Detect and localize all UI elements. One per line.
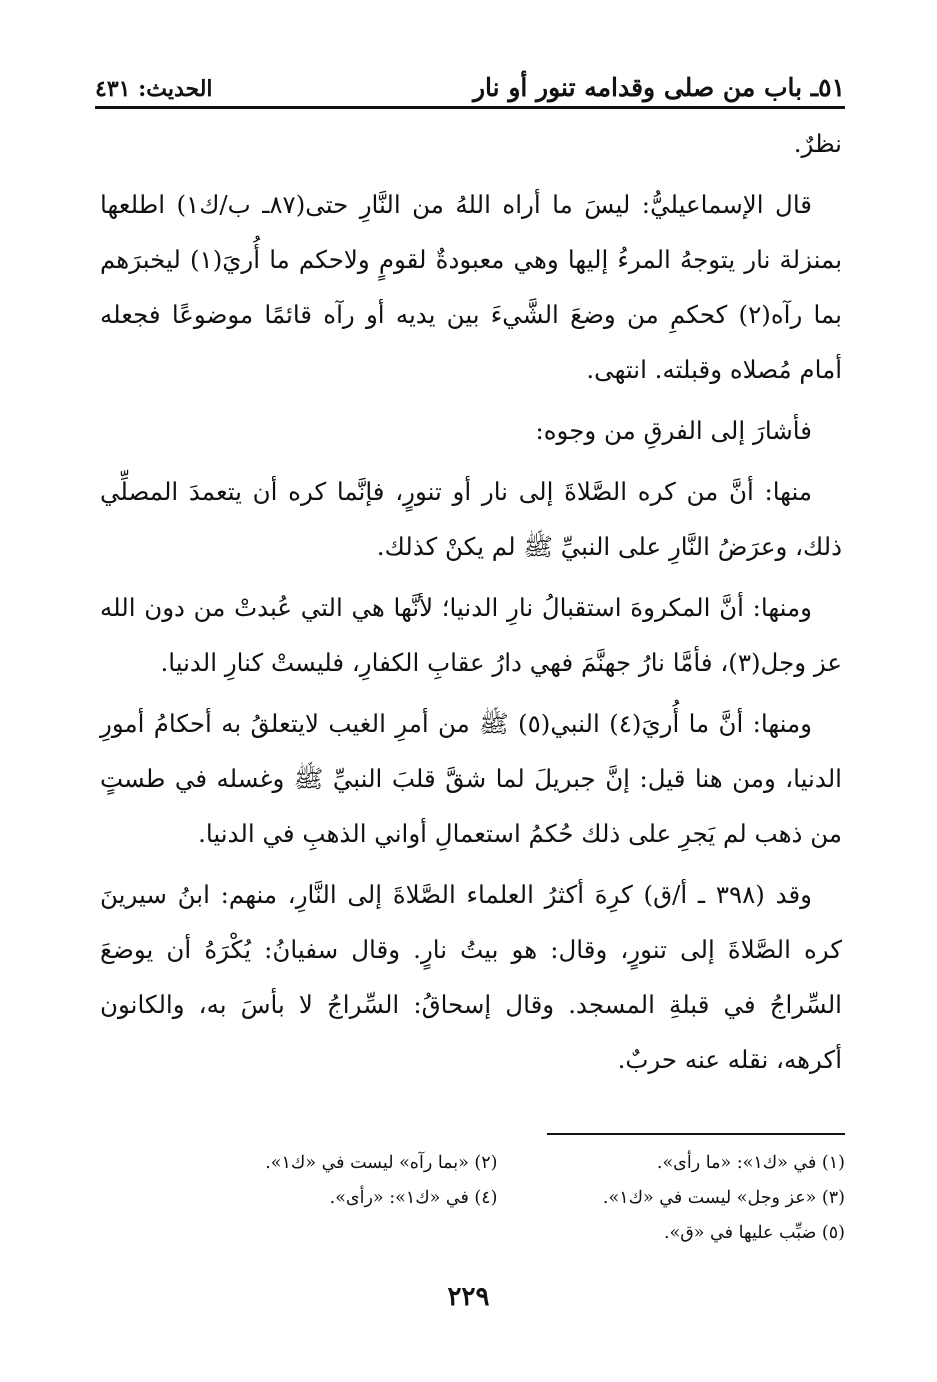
footnote-5: (٥) ضبِّب عليها في «ق». [663, 1223, 845, 1243]
page-number: ٢٢٩ [447, 1282, 490, 1312]
footnote-divider [547, 1133, 845, 1135]
footnote-1: (١) في «ك١»: «ما رأى». [656, 1153, 845, 1173]
footnote-row [150, 1146, 845, 1181]
footnotes [150, 1146, 845, 1251]
paragraph-6: ومنها: أنَّ ما أُريَ(٤) النبي(٥) ﷺ من أمرِ الغيب لايتعلقُ به أحكامُ أمورِ الدنيا، ومن هنا قيل: إنَّ جبريلَ لما شقَّ قلبَ النبيِّ ﷺ وغسله في طستٍ من ذهب لم يَجرِ على ذلك حُكمُ استعمالِ أواني الذهبِ في الدنيا. [100, 709, 842, 848]
header-divider [95, 106, 845, 109]
footnote-row [150, 1216, 845, 1251]
chapter-title: ٥١ـ باب من صلى وقدامه تنور أو نار [472, 73, 845, 102]
paragraph-1: نظرٌ. [793, 129, 842, 158]
hadith-number-label: الحديث: ٤٣١ [95, 76, 213, 102]
paragraph-3: فأشارَ إلى الفرقِ من وجوه: [535, 416, 812, 445]
paragraph-2: قال الإسماعيليُّ: ليسَ ما أراه اللهُ من النَّارِ حتى(٨٧ـ ب/ك١) اطلعها بمنزلة نار يتوجهُ المرءُ إليها وهي معبودةٌ لقومٍ ولاحكم ما أُريَ(١) ليخبرَهم بما رآه(٢) كحكمِ من وضعَ الشَّيءَ بين يديه أو رآه قائمًا موضوعًا فجعله أمام مُصلاه وقبلته. انتهى. [100, 190, 843, 384]
footnote-2: (٢) «بما رآه» ليست في «ك١». [265, 1153, 498, 1173]
paragraph-7: وقد (٣٩٨ ـ أ/ق) كرِهَ أكثرُ العلماء الصَّلاةَ إلى النَّارِ، منهم: ابنُ سيرينَ كره الصَّلاةَ إلى تنورٍ، وقال: هو بيتُ نارٍ. وقال سفيانُ: يُكْرَهُ أن يوضعَ السِّراجُ في قبلةِ المسجد. وقال إسحاقُ: السِّراجُ لا بأسَ به، والكانون أكرهه، نقله عنه حربٌ. [100, 880, 842, 1074]
paragraph-4: منها: أنَّ من كره الصَّلاةَ إلى نار أو تنورٍ، فإنَّما كره أن يتعمدَ المصلِّي ذلك، وعرَضُ النَّارِ على النبيِّ ﷺ لم يكنْ كذلك. [100, 477, 842, 561]
main-text [100, 116, 842, 1093]
paragraph-5: ومنها: أنَّ المكروهَ استقبالُ نارِ الدنيا؛ لأنَّها هي التي عُبدتْ من دون الله عز وجل(٣)، فأمَّا نارُ جهنَّمَ فهي دارُ عقابِ الكفارِ، فليستْ كنارِ الدنيا. [100, 593, 842, 677]
footnote-4: (٤) في «ك١»: «رأى». [329, 1188, 498, 1208]
footnote-3: (٣) «عز وجل» ليست في «ك١». [602, 1188, 845, 1208]
footnote-row [150, 1181, 845, 1216]
running-header [95, 62, 845, 102]
